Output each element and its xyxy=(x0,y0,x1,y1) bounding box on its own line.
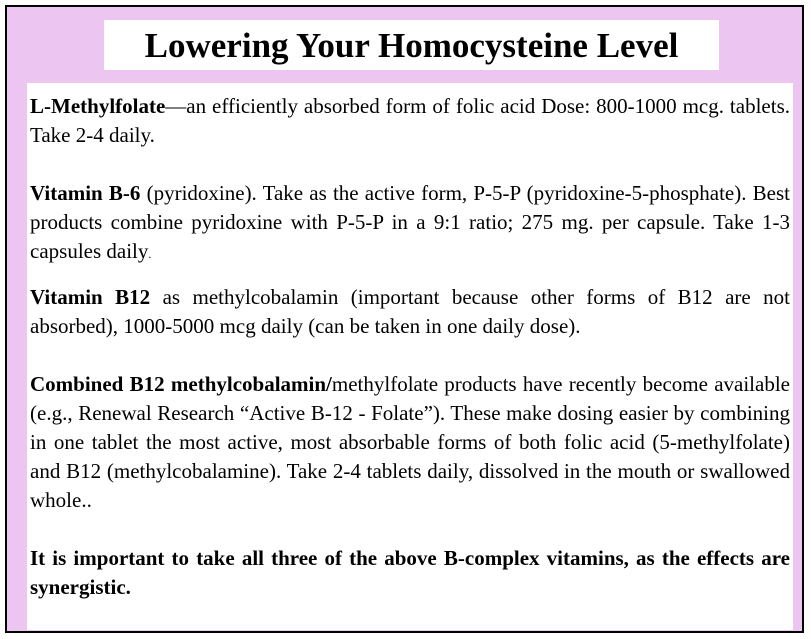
text-vitamin-b12: as methylcobalamin (important because other forms of B12 are not absorbed), 1000-5000 mcg daily (can be taken in one daily dose). xyxy=(30,285,790,338)
title-box xyxy=(104,20,719,70)
page-title: Lowering Your Homocysteine Level xyxy=(144,25,679,65)
paragraph-combined-products xyxy=(30,370,790,515)
trailing-period: . xyxy=(148,247,152,261)
content-panel xyxy=(27,83,793,630)
heading-vitamin-b12: Vitamin B12 xyxy=(30,285,151,309)
text-methylfolate: —an efficiently absorbed form of folic acid Dose: 800-1000 mcg. tablets. Take 2-4 daily. xyxy=(30,94,790,147)
text-combined-products: methylfolate products have recently become available (e.g., Renewal Research “Active B-12 - Folate”). These make dosing easier by combining in one tablet the most active, most absorbable forms of both folic acid (5-methylfolate) and B12 (methylcobalamine). Take 2-4 tablets daily, dissolved in the mouth or swallowed whole.. xyxy=(30,372,790,512)
heading-methylfolate: L-Methylfolate xyxy=(30,94,166,118)
paragraph-methylfolate xyxy=(30,92,790,150)
paragraph-vitamin-b6 xyxy=(30,179,790,269)
document-frame xyxy=(5,5,804,633)
heading-combined-products: Combined B12 methylcobalamin/ xyxy=(30,372,332,396)
paragraph-important-note xyxy=(30,544,790,602)
heading-vitamin-b6: Vitamin B-6 xyxy=(30,181,141,205)
paragraph-vitamin-b12 xyxy=(30,283,790,341)
text-vitamin-b6: (pyridoxine). Take as the active form, P-5-P (pyridoxine-5-phosphate). Best products combine pyridoxine with P-5-P in a 9:1 ratio; 275 mg. per capsule. Take 1-3 capsules daily xyxy=(30,181,790,263)
important-note: It is important to take all three of the above B-complex vitamins, as the effects are synergistic. xyxy=(30,546,790,599)
